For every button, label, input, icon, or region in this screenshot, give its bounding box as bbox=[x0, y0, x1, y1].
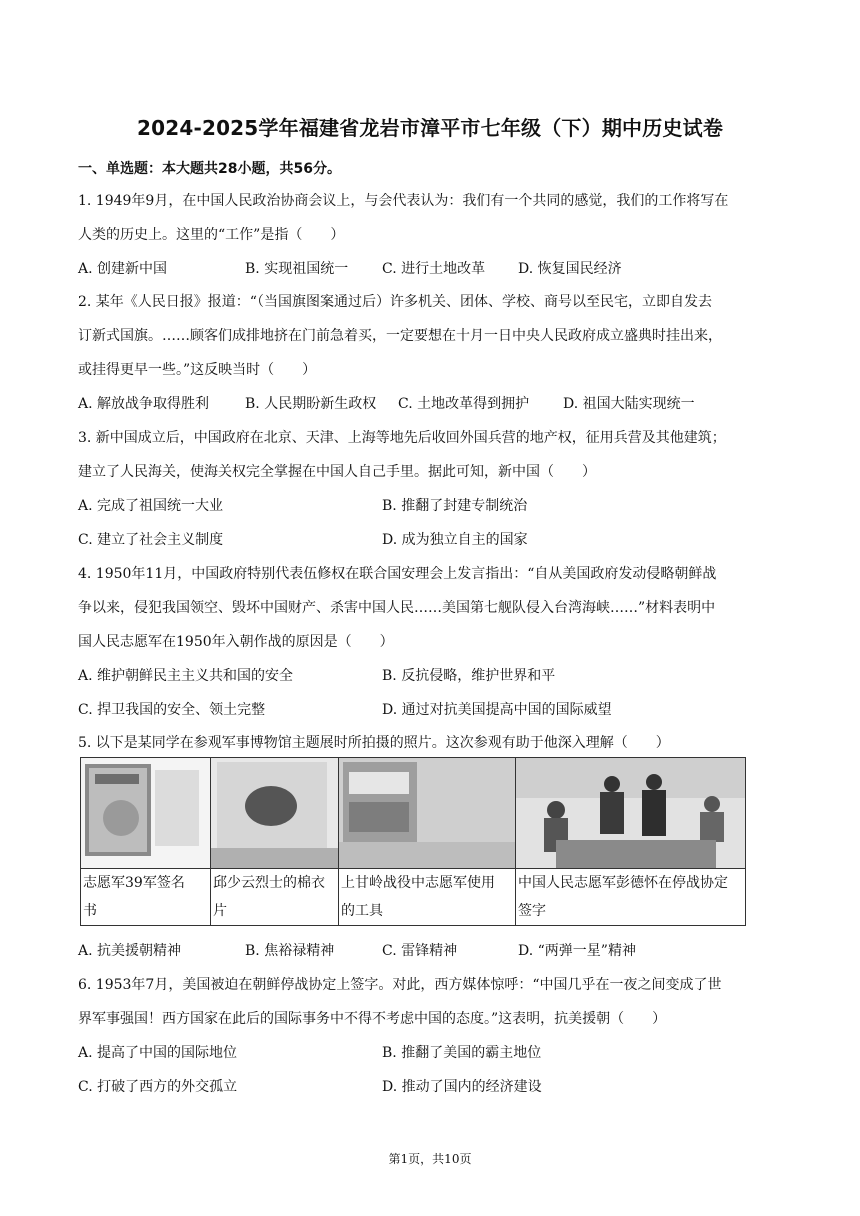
q3-option-d: D. 成为独立自主的国家 bbox=[382, 532, 528, 548]
caption-4-line-1: 中国人民志愿军彭德怀在停战协定 bbox=[518, 875, 728, 891]
q3-option-c: C. 建立了社会主义制度 bbox=[78, 532, 224, 548]
caption-1-line-1: 志愿军39军签名 bbox=[83, 875, 185, 891]
photo-cell-3 bbox=[339, 758, 516, 869]
caption-cell-1 bbox=[81, 869, 211, 926]
question-2-line-1: 2. 某年《人民日报》报道：“（当国旗图案通过后）许多机关、团体、学校、商号以至民宅，立即自发去 bbox=[78, 294, 712, 310]
question-1-line-2: 人类的历史上。这里的“工作”是指（ ） bbox=[78, 227, 345, 243]
caption-2-line-2: 片 bbox=[213, 903, 227, 919]
caption-2-line-1: 邱少云烈士的棉衣 bbox=[213, 875, 325, 891]
caption-3-line-1: 上甘岭战役中志愿军使用 bbox=[341, 875, 495, 891]
q4-option-c: C. 捍卫我国的安全、领土完整 bbox=[78, 702, 266, 718]
question-1-line-1: 1. 1949年9月，在中国人民政治协商会议上，与会代表认为：我们有一个共同的感觉，我们的工作将写在 bbox=[78, 193, 729, 209]
q5-option-d: D. “两弹一星”精神 bbox=[518, 943, 636, 959]
photo-cell-1 bbox=[81, 758, 211, 869]
caption-3-line-2: 的工具 bbox=[341, 903, 383, 919]
q4-option-b: B. 反抗侵略，维护世界和平 bbox=[382, 668, 556, 684]
q5-option-a: A. 抗美援朝精神 bbox=[78, 943, 182, 959]
question-3-line-1: 3. 新中国成立后，中国政府在北京、天津、上海等地先后收回外国兵营的地产权，征用兵营及其他建筑； bbox=[78, 430, 726, 446]
q2-option-c: C. 土地改革得到拥护 bbox=[398, 396, 530, 412]
q3-option-a: A. 完成了祖国统一大业 bbox=[78, 498, 224, 514]
exam-title: 2024-2025学年福建省龙岩市漳平市七年级（下）期中历史试卷 bbox=[136, 116, 724, 140]
question-6-line-1: 6. 1953年7月，美国被迫在朝鲜停战协定上签字。对此，西方媒体惊呼：“中国几乎在一夜之间变成了世 bbox=[78, 977, 722, 993]
q4-option-a: A. 维护朝鲜民主主义共和国的安全 bbox=[78, 668, 294, 684]
q2-option-b: B. 人民期盼新生政权 bbox=[245, 396, 377, 412]
armistice-signing-photo bbox=[516, 758, 745, 868]
q5-option-b: B. 焦裕禄精神 bbox=[245, 943, 335, 959]
q6-option-b: B. 推翻了美国的霸主地位 bbox=[382, 1045, 542, 1061]
q5-option-c: C. 雷锋精神 bbox=[382, 943, 458, 959]
question-4-line-3: 国人民志愿军在1950年入朝作战的原因是（ ） bbox=[78, 634, 394, 650]
cotton-coat-fragment-photo bbox=[211, 758, 338, 868]
photo-cell-2 bbox=[211, 758, 339, 869]
q1-option-a: A. 创建新中国 bbox=[78, 261, 168, 277]
caption-cell-3 bbox=[339, 869, 516, 926]
q3-option-b: B. 推翻了封建专制统治 bbox=[382, 498, 528, 514]
q2-option-a: A. 解放战争取得胜利 bbox=[78, 396, 210, 412]
question-2-line-3: 或挂得更早一些。”这反映当时（ ） bbox=[78, 362, 317, 378]
section-heading: 一、单选题：本大题共28小题，共56分。 bbox=[78, 161, 341, 177]
caption-cell-2 bbox=[211, 869, 339, 926]
question-5-line-1: 5. 以下是某同学在参观军事博物馆主题展时所拍摄的照片。这次参观有助于他深入理解（ ） bbox=[78, 735, 670, 751]
photo-table bbox=[80, 757, 746, 926]
q6-option-d: D. 推动了国内的经济建设 bbox=[382, 1079, 542, 1095]
page-footer: 第1页，共10页 bbox=[388, 1152, 472, 1166]
caption-1-line-2: 书 bbox=[83, 903, 97, 919]
q1-option-d: D. 恢复国民经济 bbox=[518, 261, 622, 277]
q6-option-a: A. 提高了中国的国际地位 bbox=[78, 1045, 238, 1061]
q6-option-c: C. 打破了西方的外交孤立 bbox=[78, 1079, 238, 1095]
q1-option-b: B. 实现祖国统一 bbox=[245, 261, 349, 277]
photo-cell-4 bbox=[516, 758, 746, 869]
question-2-line-2: 订新式国旗。……顾客们成排地挤在门前急着买，一定要想在十月一日中央人民政府成立盛典时挂出来， bbox=[78, 328, 722, 344]
question-4-line-2: 争以来，侵犯我国领空、毁坏中国财产、杀害中国人民……美国第七舰队侵入台湾海峡……”材料表明中 bbox=[78, 600, 716, 616]
q1-option-c: C. 进行土地改革 bbox=[382, 261, 486, 277]
question-6-line-2: 界军事强国！西方国家在此后的国际事务中不得不考虑中国的态度。”这表明，抗美援朝（ ） bbox=[78, 1011, 667, 1027]
question-3-line-2: 建立了人民海关，使海关权完全掌握在中国人自己手里。据此可知，新中国（ ） bbox=[78, 464, 596, 480]
q2-option-d: D. 祖国大陆实现统一 bbox=[563, 396, 695, 412]
signature-book-photo bbox=[81, 758, 210, 868]
q4-option-d: D. 通过对抗美国提高中国的国际威望 bbox=[382, 702, 612, 718]
caption-4-line-2: 签字 bbox=[518, 903, 546, 919]
battle-tools-photo bbox=[339, 758, 515, 868]
caption-cell-4 bbox=[516, 869, 746, 926]
question-4-line-1: 4. 1950年11月，中国政府特别代表伍修权在联合国安理会上发言指出：“自从美国政府发动侵略朝鲜战 bbox=[78, 566, 717, 582]
